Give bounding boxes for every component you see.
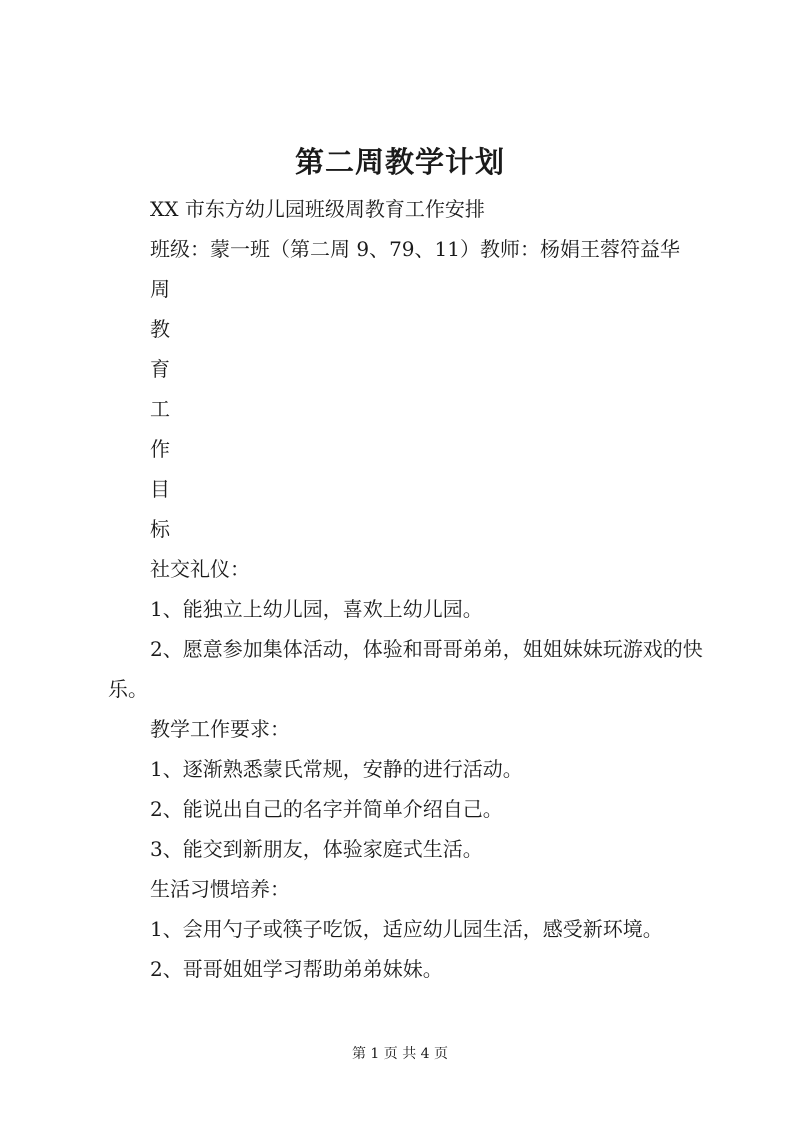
teaching-requirement-item: 1、逐渐熟悉蒙氏常规，安静的进行活动。	[150, 757, 523, 781]
vertical-heading-char: 目	[150, 477, 170, 501]
vertical-heading-char: 标	[150, 517, 170, 541]
teaching-requirements-heading: 教学工作要求：	[150, 717, 290, 741]
page-footer: 第 1 页 共 4 页	[351, 1046, 449, 1062]
vertical-heading-char: 工	[150, 397, 170, 421]
habit-item: 2、哥哥姐姐学习帮助弟弟妹妹。	[150, 957, 443, 981]
class-info-line: 班级：蒙一班（第二周 9、79、11）教师：杨娟王蓉符益华	[150, 237, 680, 261]
teaching-requirement-item: 3、能交到新朋友，体验家庭式生活。	[150, 837, 483, 861]
vertical-heading-char: 教	[150, 317, 170, 341]
vertical-heading-char: 周	[150, 277, 170, 301]
habits-heading: 生活习惯培养：	[150, 877, 290, 901]
document-title: 第二周教学计划	[294, 145, 505, 179]
social-etiquette-item: 2、愿意参加集体活动，体验和哥哥弟弟，姐姐妹妹玩游戏的快乐。	[108, 637, 703, 701]
vertical-heading-char: 作	[150, 437, 170, 461]
habit-item: 1、会用勺子或筷子吃饭，适应幼儿园生活，感受新环境。	[150, 917, 663, 941]
intro-line: XX 市东方幼儿园班级周教育工作安排	[150, 197, 485, 221]
social-etiquette-heading: 社交礼仪：	[150, 557, 250, 581]
social-etiquette-item: 1、能独立上幼儿园，喜欢上幼儿园。	[150, 597, 483, 621]
vertical-heading-char: 育	[150, 357, 170, 381]
teaching-requirement-item: 2、能说出自己的名字并简单介绍自己。	[150, 797, 503, 821]
